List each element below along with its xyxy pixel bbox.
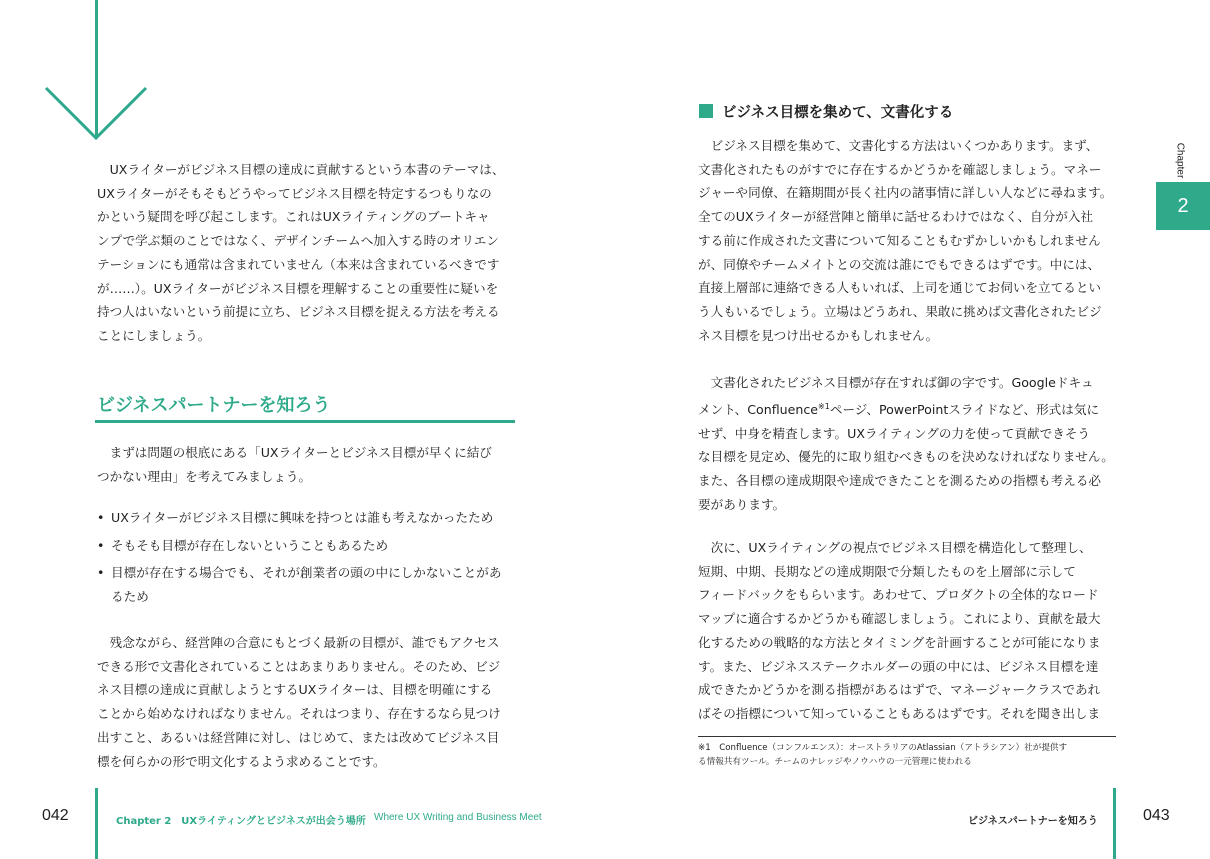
right-paragraph-2	[698, 371, 1114, 516]
footnote-line: ※1 Confluence（コンフルエンス）：オーストラリアのAtlassian（アトラシアン）社が提供す	[698, 743, 1068, 753]
intro-paragraph	[97, 158, 505, 348]
text-line: 文書化されたものがすでに存在するかどうかを確認しましょう。マネー	[698, 161, 1102, 177]
text-line: 標を何らかの形で明文化するよう求めることです。	[97, 753, 386, 769]
bullet-icon: •	[97, 537, 105, 553]
text-line: が、同僚やチームメイトとの交流は誰にでもできるはずです。中には、	[698, 256, 1101, 272]
running-head: Chapter 2 UXライティングとビジネスが出会う場所	[116, 816, 366, 827]
text-line: が……）。UXライターがビジネス目標を理解することの重要性に疑いを	[97, 280, 499, 296]
text-line: 残念ながら、経営陣の合意にもとづく最新の目標が、誰でもアクセス	[97, 635, 500, 650]
text-line: う人もいるでしょう。立場はどうあれ、果敢に挑めば文書化されたビジ	[698, 303, 1102, 319]
list-item-text: そもそも目標が存在しないということもあるため	[111, 537, 389, 553]
text-line: せず、中身を精査します。UXライティングの力を使って貢献できそう	[698, 425, 1091, 441]
text-line: また、各目標の達成期限や達成できたことを測るための指標も考える必	[698, 473, 1101, 488]
running-head: ビジネスパートナーを知ろう	[968, 816, 1098, 827]
list-item	[97, 506, 501, 530]
text-line: 直接上層部に連絡できる人もいれば、上司を通じてお伺いを立てるとい	[698, 280, 1101, 296]
text-line: UXライターがそもそもどうやってビジネス目標を特定するつもりなの	[97, 185, 492, 201]
text-segment: メント、Confluence	[698, 401, 819, 417]
footer-divider	[1113, 788, 1116, 859]
text-line: す。また、ビジネスステークホルダーの頭の中には、ビジネス目標を達	[698, 658, 1099, 674]
paragraph-3	[97, 631, 501, 773]
text-line: つかない理由」を考えてみましょう。	[97, 468, 312, 484]
footer-divider	[95, 788, 98, 859]
footnote-divider	[698, 736, 1116, 737]
text-line: な目標を見定め、優先的に取り組むべきものを決めなければなりません。	[698, 449, 1114, 465]
text-line: 成できたかどうかを測る指標があるはずで、マネージャークラスであれ	[698, 682, 1101, 698]
text-line	[698, 395, 1114, 422]
text-line: 持つ人はいないという前提に立ち、ビジネス目標を捉える方法を考える	[97, 304, 500, 320]
text-line: 全てのUXライターが経営陣と簡単に話せるわけではなく、自分が入社	[698, 209, 1094, 225]
heading-square-icon	[699, 104, 713, 118]
text-line: フィードバックをもらいます。あわせて、プロダクトの全体的なロード	[698, 587, 1099, 603]
paragraph-2	[97, 441, 492, 488]
list-item	[97, 561, 501, 608]
text-line: する前に作成された文書について知ることもむずかしいかもしれません	[698, 232, 1101, 248]
text-line: テーションにも通常は含まれていません（本来は含まれているべきです	[97, 256, 500, 272]
right-paragraph-3	[698, 536, 1101, 726]
running-head-english: Where UX Writing and Business Meet	[374, 812, 542, 823]
text-line: ばその指標について知っていることもあるはずです。それを聞き出しま	[698, 705, 1101, 721]
text-line: 次に、UXライティングの視点でビジネス目標を構造化して整理し、	[698, 540, 1092, 555]
chapter-number: 2	[1177, 194, 1189, 217]
text-line: 化するための戦略的な方法とタイミングを計画することが可能になりま	[698, 634, 1101, 650]
text-line: できる形で文書化されていることはあまりありません。そのため、ビジ	[97, 658, 501, 674]
text-line: ことから始めなければなりません。それはつまり、存在するなら見つけ	[97, 706, 501, 722]
text-line: ことにしましょう。	[97, 327, 211, 343]
chapter-tab	[1156, 182, 1210, 230]
list-item-text: るため	[111, 589, 149, 605]
text-line: ネス目標の達成に貢献しようとするUXライターは、目標を明確にする	[97, 682, 493, 698]
text-line: 出すこと、あるいは経営陣に対し、はじめて、または改めてビジネス目	[97, 729, 500, 745]
footnote-line: る情報共有ツール。チームのナレッジやノウハウの一元管理に使われる	[698, 757, 972, 767]
text-line: 短期、中期、長期などの達成期限で分類したものを上層部に示して	[698, 563, 1076, 579]
section-heading: ビジネス目標を集めて、文書化する	[722, 105, 954, 121]
list-item-text: 目標が存在する場合でも、それが創業者の頭の中にしかないことがあ	[111, 565, 502, 581]
text-line: ジャーや同僚、在籍期間が長く社内の諸事情に詳しい人などに尋ねます。	[698, 185, 1113, 201]
text-line: かという疑問を呼び起こします。これはUXライティングのブートキャ	[97, 209, 490, 225]
text-line: マップに適合するかどうかも確認しましょう。これにより、貢献を最大	[698, 611, 1101, 627]
text-line: ネス目標を見つけ出せるかもしれません。	[698, 327, 939, 343]
section-title-underline	[95, 420, 515, 423]
page-number: 043	[1143, 807, 1170, 824]
text-line: UXライターがビジネス目標の達成に貢献するという本書のテーマは、	[97, 162, 505, 177]
bullet-list	[97, 506, 501, 609]
list-item-text: UXライターがビジネス目標に興味を持つとは誰も考えなかったため	[111, 510, 494, 525]
bullet-icon: •	[97, 510, 105, 525]
text-line: 要があります。	[698, 496, 786, 512]
bullet-icon: •	[97, 565, 105, 581]
text-segment: ページ、PowerPointスライドなど、形式は気に	[829, 401, 1100, 417]
footnote	[698, 741, 1067, 769]
text-line: 文書化されたビジネス目標が存在すれば御の字です。Googleドキュ	[698, 375, 1094, 390]
text-line: ビジネス目標を集めて、文書化する方法はいくつかあります。まず、	[698, 138, 1099, 153]
page-number: 042	[42, 807, 69, 824]
text-line: まずは問題の根底にある「UXライターとビジネス目標が早くに結び	[97, 445, 492, 460]
list-item	[97, 534, 501, 558]
section-title: ビジネスパートナーを知ろう	[97, 395, 331, 416]
chapter-label: Chapter	[1174, 142, 1186, 179]
right-paragraph-1	[698, 134, 1112, 347]
footnote-ref: ※1	[818, 401, 830, 411]
text-line: ンプで学ぶ類のことではなく、デザインチームへ加入する時のオリエン	[97, 233, 499, 249]
down-arrow-icon	[40, 80, 155, 146]
